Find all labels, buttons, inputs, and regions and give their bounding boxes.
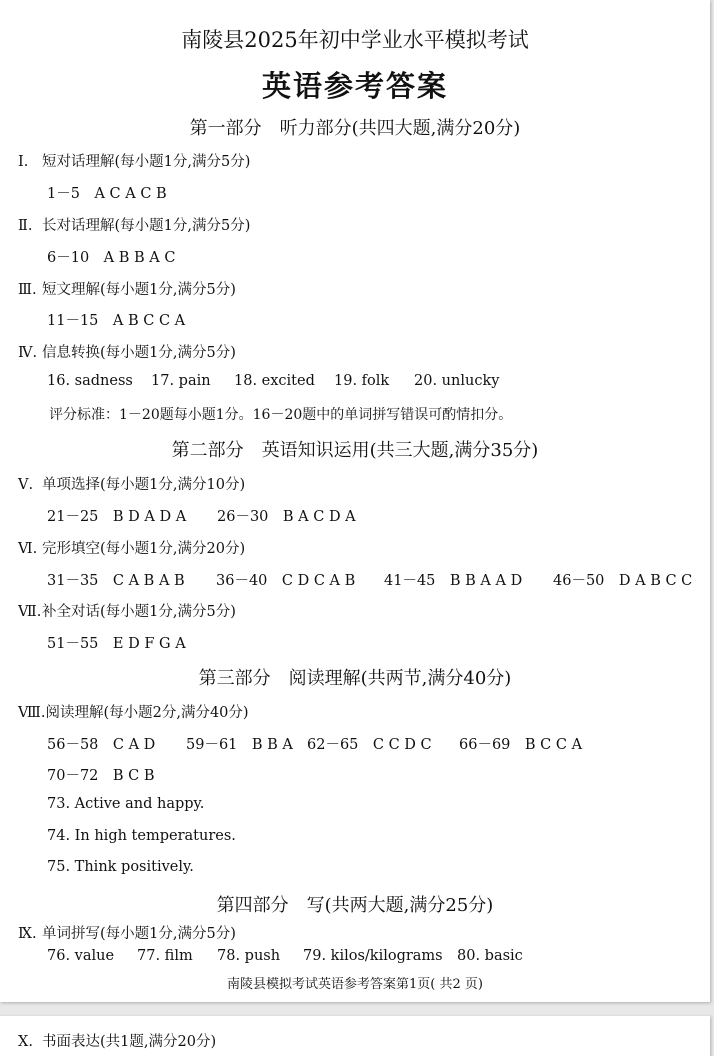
section-number: Ⅳ. (18, 345, 38, 361)
part-2-heading: 第二部分 英语知识运用(共三大题,满分35分) (171, 440, 539, 461)
answer-80: 80. basic (457, 948, 523, 964)
answers-21-25: 21－25 B D A D A (47, 509, 187, 525)
section-label: 短文理解(每小题1分,满分5分) (42, 282, 236, 298)
section-3-heading (18, 278, 236, 299)
answers-59-61: 59－61 B B A (186, 737, 293, 753)
answer-16: 16. sadness (47, 373, 133, 389)
answers-11-15: 11－15 A B C C A (47, 313, 186, 329)
answer-79: 79. kilos/kilograms (303, 948, 443, 964)
answers-46-50: 46－50 D A B C C (553, 573, 693, 589)
section-9-heading (18, 922, 236, 943)
answer-75: 75. Think positively. (47, 859, 194, 875)
answers-26-30: 26－30 B A C D A (217, 509, 356, 525)
section-label: 补全对话(每小题1分,满分5分) (42, 604, 236, 620)
answer-17: 17. pain (151, 373, 211, 389)
section-label: 短对话理解(每小题1分,满分5分) (42, 154, 251, 170)
section-number: Ⅸ. (18, 926, 37, 942)
section-5-heading (18, 473, 245, 494)
section-number: Ⅴ. (18, 477, 34, 493)
section-number: Ⅲ. (18, 282, 37, 298)
answers-62-65: 62－65 C C D C (307, 737, 432, 753)
section-number: Ⅰ. (18, 154, 29, 170)
section-8-heading (18, 701, 249, 722)
answers-70-72: 70－72 B C B (47, 768, 155, 784)
answers-66-69: 66－69 B C C A (459, 737, 583, 753)
section-label: 单项选择(每小题1分,满分10分) (42, 477, 246, 493)
answers-31-35: 31－35 C A B A B (47, 573, 185, 589)
grading-note: 评分标准：1－20题每小题1分。16－20题中的单词拼写错误可酌情扣分。 (49, 407, 513, 423)
part-3-heading: 第三部分 阅读理解(共两节,满分40分) (198, 668, 512, 689)
section-number: Ⅷ. (18, 705, 46, 721)
answer-20: 20. unlucky (414, 373, 500, 389)
answer-76: 76. value (47, 948, 115, 964)
answers-51-55: 51－55 E D F G A (47, 636, 186, 652)
section-label: 长对话理解(每小题1分,满分5分) (42, 218, 251, 234)
section-number: Ⅵ. (18, 541, 38, 557)
part-1-heading: 第一部分 听力部分(共四大题,满分20分) (189, 118, 521, 139)
exam-title: 南陵县2025年初中学业水平模拟考试 (181, 28, 529, 52)
section-7-heading (18, 600, 236, 621)
section-label: 单词拼写(每小题1分,满分5分) (42, 926, 236, 942)
document-title: 英语参考答案 (261, 69, 448, 103)
answers-41-45: 41－45 B B A A D (384, 573, 523, 589)
answer-74: 74. In high temperatures. (47, 828, 236, 844)
answers-36-40: 36－40 C D C A B (216, 573, 356, 589)
section-label: 书面表达(共1题,满分20分) (42, 1034, 217, 1050)
section-number: Ⅶ. (18, 604, 42, 620)
section-label: 完形填空(每小题1分,满分20分) (42, 541, 246, 557)
answer-18: 18. excited (234, 373, 315, 389)
answer-sheet-page-2 (0, 1016, 710, 1056)
section-number: Ⅹ. (18, 1034, 33, 1050)
section-number: Ⅱ. (18, 218, 33, 234)
part-4-heading: 第四部分 写(共两大题,满分25分) (216, 895, 494, 916)
answers-6-10: 6－10 A B B A C (47, 250, 176, 266)
page-footer: 南陵县模拟考试英语参考答案第1页( 共2 页) (227, 977, 483, 992)
section-4-heading (18, 341, 236, 362)
section-2-heading (18, 214, 250, 235)
section-1-heading (18, 150, 250, 171)
answer-19: 19. folk (334, 373, 390, 389)
answers-56-58: 56－58 C A D (47, 737, 156, 753)
answers-1-5: 1－5 A C A C B (47, 186, 167, 202)
section-label: 信息转换(每小题1分,满分5分) (42, 345, 236, 361)
section-6-heading (18, 537, 245, 558)
answer-77: 77. film (137, 948, 193, 964)
section-10-heading (18, 1030, 216, 1051)
answer-73: 73. Active and happy. (47, 796, 205, 812)
section-label: 阅读理解(每小题2分,满分40分) (45, 705, 249, 721)
answer-78: 78. push (217, 948, 281, 964)
